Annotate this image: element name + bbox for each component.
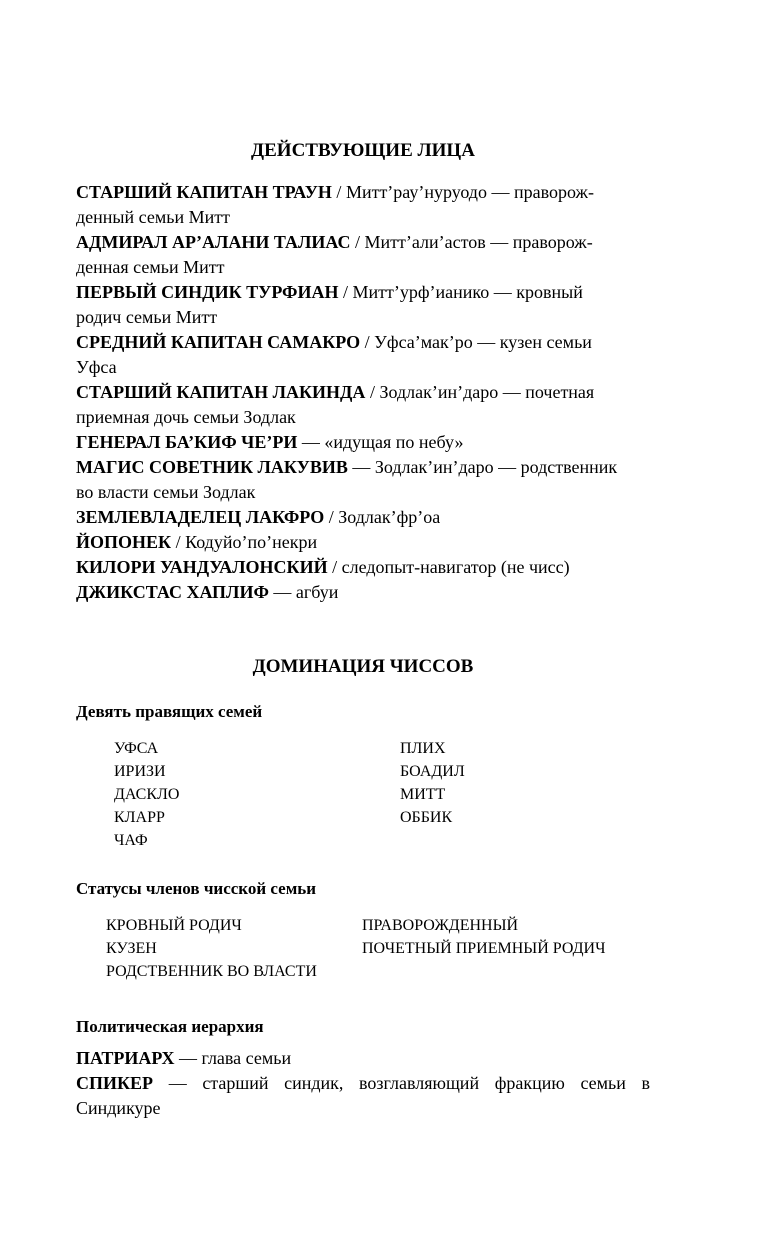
character-name: СТАРШИЙ КАПИТАН ТРАУН bbox=[76, 182, 332, 202]
character-name: АДМИРАЛ АР’АЛАНИ ТАЛИАС bbox=[76, 232, 351, 252]
hierarchy-description: — глава семьи bbox=[174, 1048, 292, 1068]
character-name: ЗЕМЛЕВЛАДЕЛЕЦ ЛАКФРО bbox=[76, 507, 325, 527]
statuses-heading: Статусы членов чисской семьи bbox=[76, 879, 317, 898]
separator: — bbox=[268, 582, 296, 602]
families-column-left bbox=[114, 737, 179, 852]
character-entry bbox=[76, 380, 650, 430]
character-entry bbox=[76, 430, 650, 455]
character-name: ГЕНЕРАЛ БА’КИФ ЧЕ’РИ bbox=[76, 432, 298, 452]
families-column-right bbox=[400, 737, 465, 829]
character-entry bbox=[76, 455, 650, 505]
character-entry bbox=[76, 530, 650, 555]
book-page bbox=[76, 0, 650, 1240]
character-description: Уфса’мак’ро — кузен семьи bbox=[374, 332, 592, 352]
character-description: Зодлак’ин’даро — родственник bbox=[374, 457, 618, 477]
separator: / bbox=[327, 557, 342, 577]
family-name: ПЛИХ bbox=[400, 740, 446, 757]
status-name: КРОВНЫЙ РОДИЧ bbox=[106, 917, 242, 934]
statuses-list bbox=[106, 914, 650, 984]
character-description: следопыт-навигатор (не чисс) bbox=[341, 557, 570, 577]
character-description: Зодлак’ин’даро — почетная bbox=[379, 382, 595, 402]
separator: / bbox=[365, 382, 380, 402]
separator: / bbox=[338, 282, 353, 302]
hierarchy-description: — старший синдик, возглавляющий фракцию семьи в Синдикуре bbox=[76, 1073, 650, 1118]
separator: / bbox=[171, 532, 186, 552]
character-description: агбуи bbox=[295, 582, 339, 602]
families-heading: Девять правящих семей bbox=[76, 702, 263, 721]
character-description: Митт’али’астов — праворож- bbox=[364, 232, 593, 252]
character-description: Кодуйо’по’некри bbox=[185, 532, 318, 552]
families-list bbox=[114, 737, 614, 852]
character-entry bbox=[76, 180, 650, 230]
domination-title: ДОМИНАЦИЯ ЧИССОВ bbox=[252, 656, 474, 677]
character-name: СРЕДНИЙ КАПИТАН САМАКРО bbox=[76, 332, 361, 352]
character-entry bbox=[76, 330, 650, 380]
hierarchy-entry bbox=[76, 1071, 650, 1121]
status-name: РОДСТВЕННИК ВО ВЛАСТИ bbox=[106, 963, 317, 980]
family-name: БОАДИЛ bbox=[400, 763, 465, 780]
statuses-column-left bbox=[106, 914, 317, 983]
character-entry bbox=[76, 505, 650, 530]
character-name: КИЛОРИ УАНДУАЛОНСКИЙ bbox=[76, 557, 328, 577]
family-name: ЧАФ bbox=[114, 832, 148, 849]
separator: — bbox=[297, 432, 325, 452]
character-entry bbox=[76, 280, 650, 330]
status-name: ПРАВОРОЖДЕННЫЙ bbox=[362, 917, 519, 934]
character-list bbox=[76, 180, 650, 605]
character-description-continued: приемная дочь семьи Зодлак bbox=[76, 407, 296, 427]
character-description: Митт’урф’ианико — кровный bbox=[352, 282, 583, 302]
separator: / bbox=[331, 182, 346, 202]
separator: / bbox=[350, 232, 365, 252]
statuses-column-right bbox=[362, 914, 606, 960]
family-name: МИТТ bbox=[400, 786, 446, 803]
status-name: ПОЧЕТНЫЙ ПРИЕМНЫЙ РОДИЧ bbox=[362, 940, 606, 957]
character-description: «идущая по небу» bbox=[324, 432, 464, 452]
character-entry bbox=[76, 555, 650, 580]
family-name: УФСА bbox=[114, 740, 159, 757]
character-name: ПЕРВЫЙ СИНДИК ТУРФИАН bbox=[76, 282, 339, 302]
hierarchy-term: ПАТРИАРХ bbox=[76, 1048, 175, 1068]
character-description-continued: денный семьи Митт bbox=[76, 207, 230, 227]
hierarchy-heading: Политическая иерархия bbox=[76, 1017, 264, 1036]
dramatis-personae-title: ДЕЙСТВУЮЩИЕ ЛИЦА bbox=[251, 140, 475, 161]
hierarchy-list bbox=[76, 1046, 650, 1121]
character-description-continued: родич семьи Митт bbox=[76, 307, 218, 327]
family-name: ИРИЗИ bbox=[114, 763, 166, 780]
hierarchy-term: СПИКЕР bbox=[76, 1073, 154, 1093]
family-name: КЛАРР bbox=[114, 809, 165, 826]
character-description-continued: Уфса bbox=[76, 357, 117, 377]
family-name: ДАСКЛО bbox=[114, 786, 180, 803]
status-name: КУЗЕН bbox=[106, 940, 157, 957]
family-name: ОББИК bbox=[400, 809, 453, 826]
character-entry bbox=[76, 230, 650, 280]
separator: / bbox=[360, 332, 375, 352]
hierarchy-entry bbox=[76, 1046, 650, 1071]
character-description: Зодлак’фр’оа bbox=[338, 507, 441, 527]
character-description: Митт’рау’нуруодо — праворож- bbox=[345, 182, 594, 202]
character-name: МАГИС СОВЕТНИК ЛАКУВИВ bbox=[76, 457, 348, 477]
character-name: ЙОПОНЕК bbox=[76, 532, 172, 552]
character-entry bbox=[76, 580, 650, 605]
character-name: СТАРШИЙ КАПИТАН ЛАКИНДА bbox=[76, 382, 366, 402]
separator: / bbox=[324, 507, 339, 527]
character-description-continued: денная семьи Митт bbox=[76, 257, 225, 277]
character-name: ДЖИКСТАС ХАПЛИФ bbox=[76, 582, 269, 602]
separator: — bbox=[347, 457, 375, 477]
character-description-continued: во власти семьи Зодлак bbox=[76, 482, 256, 502]
